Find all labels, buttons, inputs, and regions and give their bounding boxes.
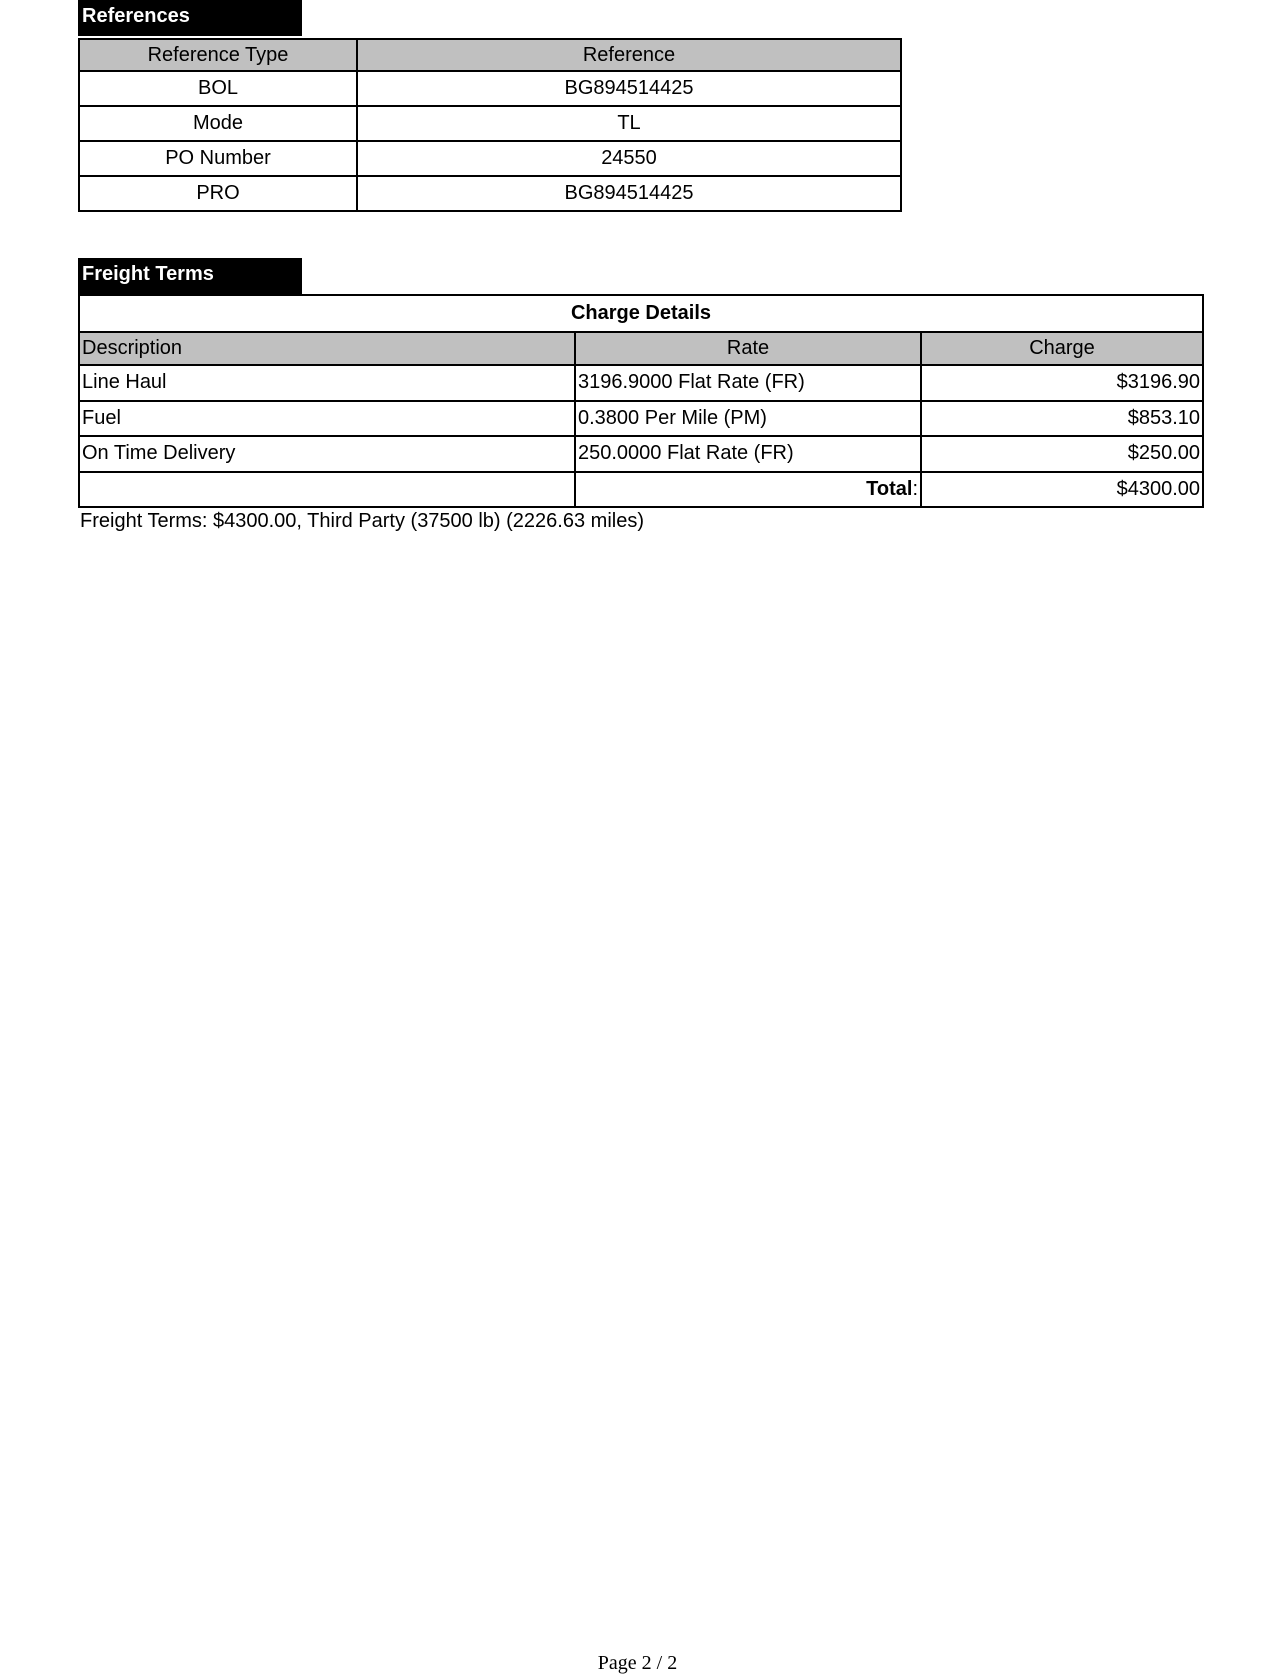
charge-amount-cell: $250.00 xyxy=(921,436,1203,472)
column-header-charge: Charge xyxy=(921,332,1203,365)
references-header-row xyxy=(79,39,901,71)
reference-type-cell: Mode xyxy=(79,106,357,141)
charge-description-cell: Fuel xyxy=(79,401,575,437)
charge-details-title-row xyxy=(79,295,1203,332)
reference-type-cell: PO Number xyxy=(79,141,357,176)
charge-amount-cell: $853.10 xyxy=(921,401,1203,437)
charge-details-title: Charge Details xyxy=(79,295,1203,332)
table-row xyxy=(79,176,901,211)
freight-terms-heading: Freight Terms xyxy=(78,258,302,294)
reference-value-cell: 24550 xyxy=(357,141,901,176)
table-row xyxy=(79,401,1203,437)
reference-value-cell: BG894514425 xyxy=(357,176,901,211)
page-number: Page 2 / 2 xyxy=(597,1652,678,1674)
total-empty-cell xyxy=(79,472,575,508)
references-heading: References xyxy=(78,0,302,36)
reference-value-cell: BG894514425 xyxy=(357,71,901,106)
column-header-reference: Reference xyxy=(357,39,901,71)
table-row xyxy=(79,436,1203,472)
total-label: Total xyxy=(866,477,913,500)
column-header-rate: Rate xyxy=(575,332,921,365)
reference-value-cell: TL xyxy=(357,106,901,141)
charge-header-row xyxy=(79,332,1203,365)
reference-type-cell: BOL xyxy=(79,71,357,106)
total-value-cell: $4300.00 xyxy=(921,472,1203,508)
total-row xyxy=(79,472,1203,508)
charge-description-cell: Line Haul xyxy=(79,365,575,401)
charge-amount-cell: $3196.90 xyxy=(921,365,1203,401)
freight-terms-summary: Freight Terms: $4300.00, Third Party (37500 lb) (2226.63 miles) xyxy=(80,510,644,532)
table-row xyxy=(79,106,901,141)
charge-rate-cell: 3196.9000 Flat Rate (FR) xyxy=(575,365,921,401)
charge-rate-cell: 0.3800 Per Mile (PM) xyxy=(575,401,921,437)
total-colon: : xyxy=(912,477,918,500)
charge-description-cell: On Time Delivery xyxy=(79,436,575,472)
total-label-cell xyxy=(575,472,921,508)
charge-rate-cell: 250.0000 Flat Rate (FR) xyxy=(575,436,921,472)
charge-details-table xyxy=(78,294,1204,508)
reference-type-cell: PRO xyxy=(79,176,357,211)
column-header-description: Description xyxy=(79,332,575,365)
column-header-reference-type: Reference Type xyxy=(79,39,357,71)
table-row xyxy=(79,365,1203,401)
table-row xyxy=(79,141,901,176)
table-row xyxy=(79,71,901,106)
references-table xyxy=(78,38,902,212)
